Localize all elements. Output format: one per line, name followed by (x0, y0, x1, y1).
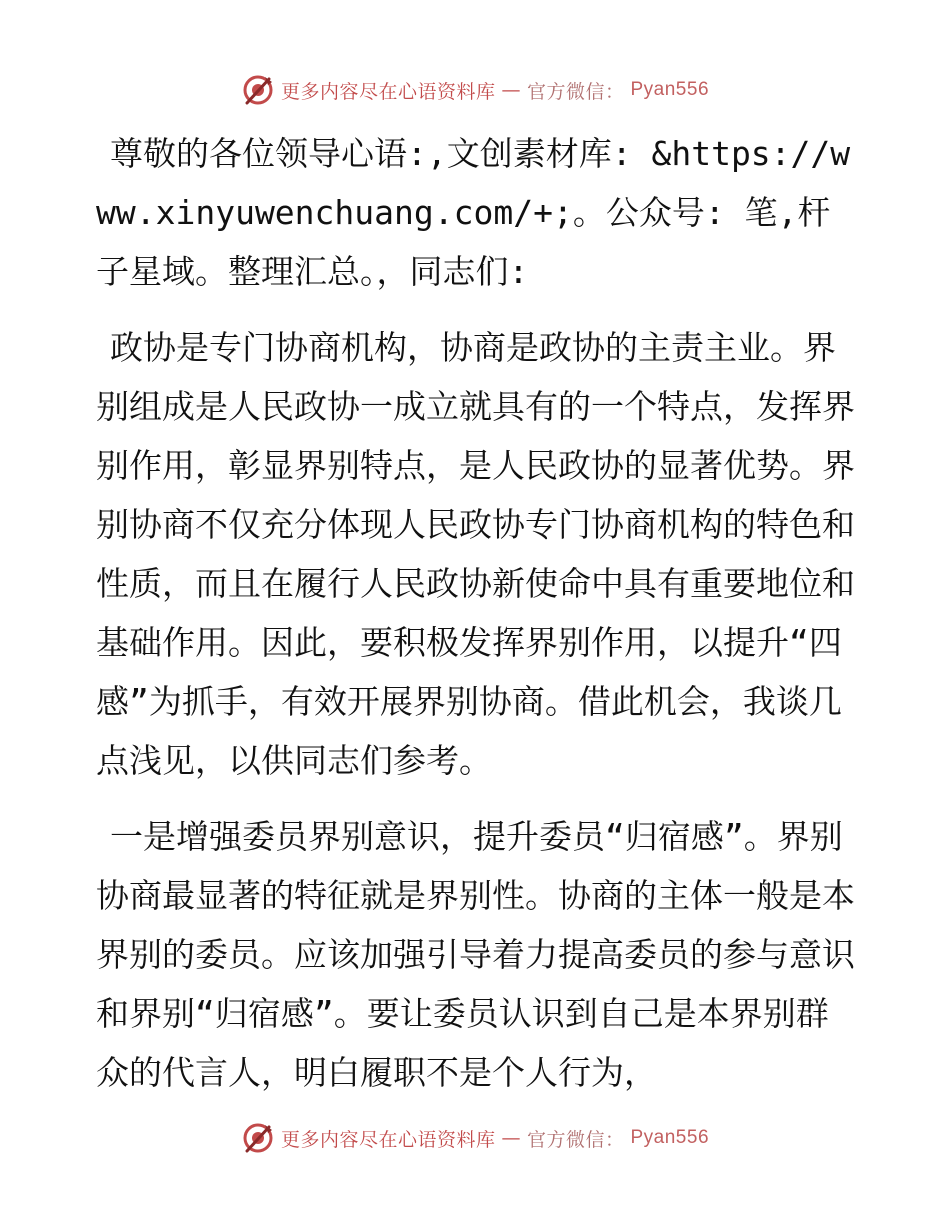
banner-wechat-id: Pyan556 (630, 79, 710, 100)
paragraph-point-one: 一是增强委员界别意识，提升委员“归宿感”。界别协商最显著的特征就是界别性。协商的主体一般是本界别的委员。应该加强引导着力提高委员的参与意识和界别“归宿感”。要让委员认识到自己是本界别群众的代言人，明白履职不是个人行为， (96, 817, 855, 1092)
banner-main-text: 更多内容尽在心语资料库 (280, 1128, 496, 1151)
paragraph-greeting: 尊敬的各位领导心语:,文创素材库: &https://www.xinyuwenchuang.com/+;。公众号: 笔,杆子星域。整理汇总。，同志们: (96, 134, 851, 291)
banner-main-text: 更多内容尽在心语资料库 (280, 80, 496, 103)
banner-separator: — (501, 79, 521, 101)
pen-logo-icon (241, 73, 275, 107)
banner-separator: — (501, 1127, 521, 1149)
banner-wechat-id: Pyan556 (630, 1127, 710, 1148)
banner-wechat-label: 官方微信： (526, 1128, 625, 1151)
banner-wechat-label: 官方微信： (526, 80, 625, 103)
document-body (96, 124, 856, 1119)
paragraph-intro: 政协是专门协商机构，协商是政协的主责主业。界别组成是人民政协一成立就具有的一个特点，发挥界别作用，彰显界别特点，是人民政协的显著优势。界别协商不仅充分体现人民政协专门协商机构的特色和性质，而且在履行人民政协新使命中具有重要地位和基础作用。因此，要积极发挥界别作用，以提升“四感”为抓手，有效开展界别协商。借此机会，我谈几点浅见，以供同志们参考。 (96, 328, 855, 780)
footer-banner (0, 1118, 950, 1158)
header-banner (0, 70, 950, 110)
pen-logo-icon (241, 1121, 275, 1155)
